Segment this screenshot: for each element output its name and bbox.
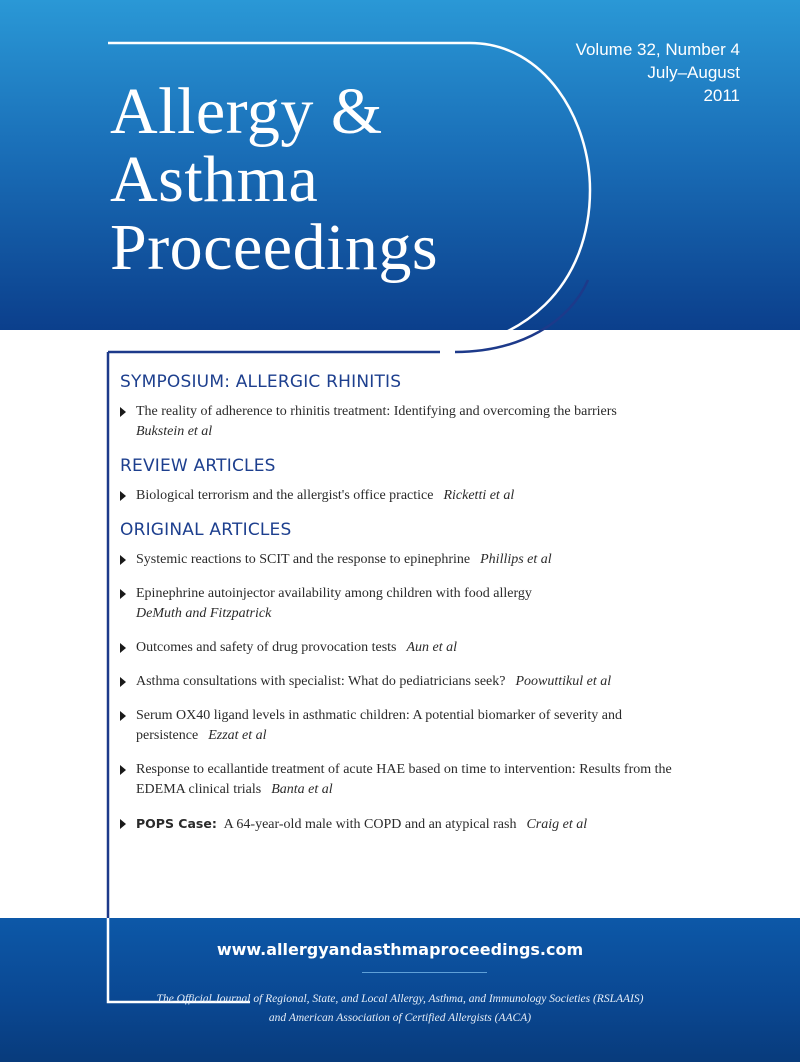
article-title: The reality of adherence to rhinitis treatment: Identifying and overcoming the barriers (136, 404, 617, 419)
journal-affiliation (0, 990, 800, 1028)
article-author: Aun et al (406, 640, 458, 655)
issue-info (576, 38, 740, 107)
article-author: Bukstein et al (136, 424, 213, 439)
bullet-icon (120, 589, 126, 599)
article-author: DeMuth and Fitzpatrick (136, 606, 272, 621)
website-link[interactable]: www.allergyandasthmaproceedings.com (216, 940, 584, 959)
article-item[interactable] (120, 584, 760, 624)
article-item[interactable] (120, 638, 760, 658)
issue-months: July–August (647, 63, 740, 82)
title-line: Asthma (110, 143, 319, 216)
bullet-icon (120, 765, 126, 775)
article-item[interactable] (120, 672, 760, 692)
article-title: Asthma consultations with specialist: What do pediatricians seek? (136, 674, 506, 689)
article-item[interactable] (120, 486, 760, 506)
article-author: Phillips et al (480, 552, 552, 567)
article-item[interactable] (120, 706, 676, 746)
article-author: Ricketti et al (443, 488, 515, 503)
affiliation-line: The Official Journal of Regional, State, and Local Allergy, Asthma, and Immunology Societies (RSLAAIS) (156, 993, 644, 1005)
article-title: Serum OX40 ligand levels in asthmatic children: A potential biomarker of severity and persistence (136, 708, 622, 743)
article-title: Response to ecallantide treatment of acute HAE based on time to intervention: Results from the EDEMA clinical trials (136, 762, 672, 797)
affiliation-line: and American Association of Certified Allergists (AACA) (268, 1012, 532, 1024)
bullet-icon (120, 407, 126, 417)
article-title: Systemic reactions to SCIT and the response to epinephrine (136, 552, 471, 567)
article-author: Poowuttikul et al (515, 674, 612, 689)
bullet-icon (120, 711, 126, 721)
journal-title (110, 75, 439, 284)
title-line: Allergy & (110, 75, 383, 148)
section-heading: SYMPOSIUM: ALLERGIC RHINITIS (120, 372, 402, 392)
article-item[interactable] (120, 402, 760, 442)
article-title: Outcomes and safety of drug provocation tests (136, 640, 397, 655)
issue-year: 2011 (703, 86, 740, 105)
article-item[interactable] (120, 814, 760, 835)
table-of-contents (120, 372, 760, 849)
article-author: Banta et al (271, 782, 333, 797)
article-item[interactable] (120, 550, 760, 570)
article-item[interactable] (120, 760, 681, 800)
article-author: Craig et al (526, 817, 588, 832)
pops-case-label: POPS Case: (136, 816, 217, 831)
volume-number: Volume 32, Number 4 (575, 40, 740, 59)
bullet-icon (120, 819, 126, 829)
title-line: Proceedings (110, 211, 439, 284)
article-title: A 64-year-old male with COPD and an atypical rash (223, 817, 517, 832)
article-title: Biological terrorism and the allergist's office practice (136, 488, 434, 503)
article-author: Ezzat et al (208, 728, 267, 743)
article-title: Epinephrine autoinjector availability among children with food allergy (136, 586, 532, 601)
section-heading: REVIEW ARTICLES (120, 456, 276, 476)
bullet-icon (120, 643, 126, 653)
bullet-icon (120, 555, 126, 565)
section-heading: ORIGINAL ARTICLES (120, 520, 292, 540)
url-divider (362, 972, 487, 973)
bullet-icon (120, 491, 126, 501)
bullet-icon (120, 677, 126, 687)
